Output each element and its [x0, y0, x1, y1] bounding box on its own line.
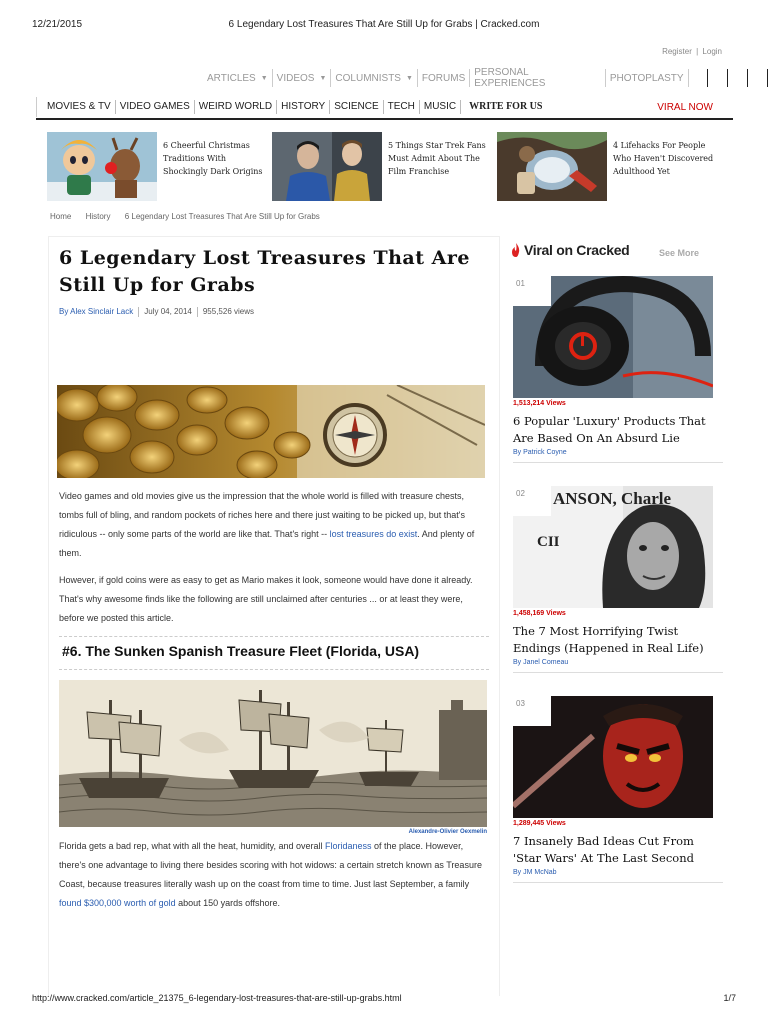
nav-weird-world[interactable]: WEIRD WORLD [195, 100, 277, 114]
breadcrumb [50, 212, 332, 221]
caret-down-icon: ▼ [405, 74, 413, 82]
card-author[interactable]: By Janel Comeau [513, 659, 569, 666]
rank-number: 02 [513, 486, 551, 516]
nav-videos[interactable] [273, 69, 332, 87]
see-more-link[interactable]: See More [658, 248, 699, 258]
card-author[interactable]: By JM McNab [513, 869, 557, 876]
card-title[interactable]: 7 Insanely Bad Ideas Cut From 'Star Wars' At The Last Second [513, 834, 694, 865]
viral-card[interactable] [513, 486, 713, 673]
card-views: 1,289,445 Views [513, 820, 566, 827]
nav-personal-experiences[interactable]: PERSONAL EXPERIENCES [470, 69, 606, 87]
gold-found-link[interactable]: found $300,000 worth of gold [59, 898, 176, 908]
nav-movies-tv[interactable]: MOVIES & TV [43, 100, 116, 114]
section-divider [59, 669, 489, 670]
hero-image-coins-compass [57, 385, 485, 478]
top-nav [203, 68, 768, 88]
section-heading-6: #6. The Sunken Spanish Treasure Fleet (Florida, USA) [62, 643, 420, 659]
promo-item[interactable] [47, 132, 267, 201]
social-icon-slot[interactable] [714, 69, 728, 87]
print-title: 6 Legendary Lost Treasures That Are Still Up for Grabs | Cracked.com [228, 19, 540, 30]
viral-heading [511, 242, 629, 258]
nav-columnists-label: COLUMNISTS [335, 72, 401, 84]
card-views: 1,458,169 Views [513, 610, 566, 617]
nav-columnists[interactable] [331, 69, 418, 87]
article-title: 6 Legendary Lost Treasures That Are Still Up for Grabs [59, 247, 470, 296]
print-date: 12/21/2015 [32, 19, 83, 30]
paragraph-text: . And plenty of them. [59, 529, 475, 558]
card-author[interactable]: By Patrick Coyne [513, 449, 567, 456]
auth-separator: | [696, 47, 699, 56]
auth-links [660, 47, 722, 56]
viral-card[interactable] [513, 696, 713, 883]
card-divider [513, 882, 723, 883]
darth-maul-image[interactable] [513, 696, 713, 818]
social-icon-slot[interactable] [754, 69, 768, 87]
mugshot-image[interactable] [513, 486, 713, 608]
social-icon-slot[interactable] [695, 69, 709, 87]
rank-number: 03 [513, 696, 551, 726]
article-paragraph [59, 487, 489, 563]
mugshot-sign-sub: CII [537, 534, 560, 550]
headphones-image[interactable] [513, 276, 713, 398]
paragraph-text: Florida gets a bad rep, what with all the heat, humidity, and overall [59, 841, 325, 851]
rank-number: 01 [513, 276, 551, 306]
social-icon-slot[interactable] [734, 69, 748, 87]
promo-title[interactable]: 5 Things Star Trek Fans Must Admit About The Film Franchise [388, 141, 486, 176]
nav-forums[interactable]: FORUMS [418, 69, 470, 87]
image-credit[interactable]: Alexandre-Olivier Oexmelin [408, 829, 487, 835]
print-url: http://www.cracked.com/article_21375_6-legendary-lost-treasures-that-are-still-up-grabs.html [32, 993, 402, 1003]
nav-tech[interactable]: TECH [384, 100, 420, 114]
article-byline [59, 307, 254, 317]
byline-divider [197, 307, 198, 317]
caret-down-icon: ▼ [260, 74, 268, 82]
breadcrumb-current: 6 Legendary Lost Treasures That Are Still Up for Grabs [124, 212, 320, 221]
mugshot-sign-text: ANSON, Charle [553, 489, 672, 508]
nav-video-games[interactable]: VIDEO GAMES [116, 100, 195, 114]
flame-icon [511, 243, 521, 257]
card-title[interactable]: 6 Popular 'Luxury' Products That Are Based On An Absurd Lie [513, 414, 706, 445]
promo-title[interactable]: 4 Lifehacks For People Who Haven't Discovered Adulthood Yet [613, 141, 714, 176]
article-paragraph: However, if gold coins were as easy to get as Mario makes it look, someone would have done it already. That's why awesome finds like the following are still unclaimed after centuries ... or at least they were, before we posted this article. [59, 575, 473, 623]
nav-videos-label: VIDEOS [276, 72, 315, 84]
nav-viral-now[interactable]: VIRAL NOW [657, 102, 713, 113]
nav-write-for-us[interactable]: WRITE FOR US [469, 101, 543, 112]
viral-sidebar [505, 236, 723, 996]
card-divider [513, 462, 723, 463]
paragraph-text: of the place. However, there's one advantage to living there besides scoring with hot widows: a certain stretch known as Treasure Coast, because treasures literally wash up on the coast from time to time. Just last September, a family [59, 841, 482, 889]
paragraph-text: Video games and old movies give us the impression that the whole world is filled with treasure chests, tombs full of bling, and random pockets of riches here and there just waiting to be picked up, but that's ridiculous -- only some parts of the world are like that. That's right -- [59, 491, 465, 539]
promo-title[interactable]: 6 Cheerful Christmas Traditions With Shockingly Dark Origins [163, 141, 263, 176]
author-link[interactable]: By Alex Sinclair Lack [59, 307, 134, 316]
promo-item[interactable] [497, 132, 717, 201]
section-divider [59, 636, 489, 637]
lost-treasures-link[interactable]: lost treasures do exist [329, 529, 418, 539]
promo-thumbnail-christmas[interactable] [47, 132, 157, 201]
nav-photoplasty[interactable]: PHOTOPLASTY [606, 69, 689, 87]
floridaness-link[interactable]: Floridaness [324, 841, 372, 851]
card-views: 1,513,214 Views [513, 400, 566, 407]
promo-item[interactable] [272, 132, 492, 201]
print-page-number: 1/7 [723, 993, 736, 1003]
main-nav [36, 96, 733, 120]
card-title[interactable]: The 7 Most Horrifying Twist Endings (Happened in Real Life) [513, 624, 704, 655]
article [48, 236, 500, 996]
card-divider [513, 672, 723, 673]
register-link[interactable]: Register [662, 47, 692, 56]
article-paragraph [59, 837, 489, 913]
byline-divider [138, 307, 139, 317]
nav-science[interactable]: SCIENCE [330, 100, 383, 114]
nav-history[interactable]: HISTORY [277, 100, 330, 114]
promo-thumbnail-lifehacks[interactable] [497, 132, 607, 201]
ship-engraving-image [59, 680, 487, 827]
breadcrumb-home[interactable]: Home [50, 212, 72, 221]
viral-heading-text: Viral on Cracked [524, 242, 630, 258]
view-count: 955,526 views [202, 307, 255, 316]
nav-divider [36, 97, 37, 117]
login-link[interactable]: Login [702, 47, 722, 56]
promo-thumbnail-star-trek[interactable] [272, 132, 382, 201]
publish-date: July 04, 2014 [144, 307, 192, 316]
caret-down-icon: ▼ [319, 74, 327, 82]
nav-music[interactable]: MUSIC [420, 100, 461, 114]
nav-articles[interactable] [203, 69, 273, 87]
nav-articles-label: ARTICLES [207, 72, 256, 84]
breadcrumb-history[interactable]: History [85, 212, 111, 221]
paragraph-text: about 150 yards offshore. [175, 898, 280, 908]
viral-card[interactable] [513, 276, 713, 463]
